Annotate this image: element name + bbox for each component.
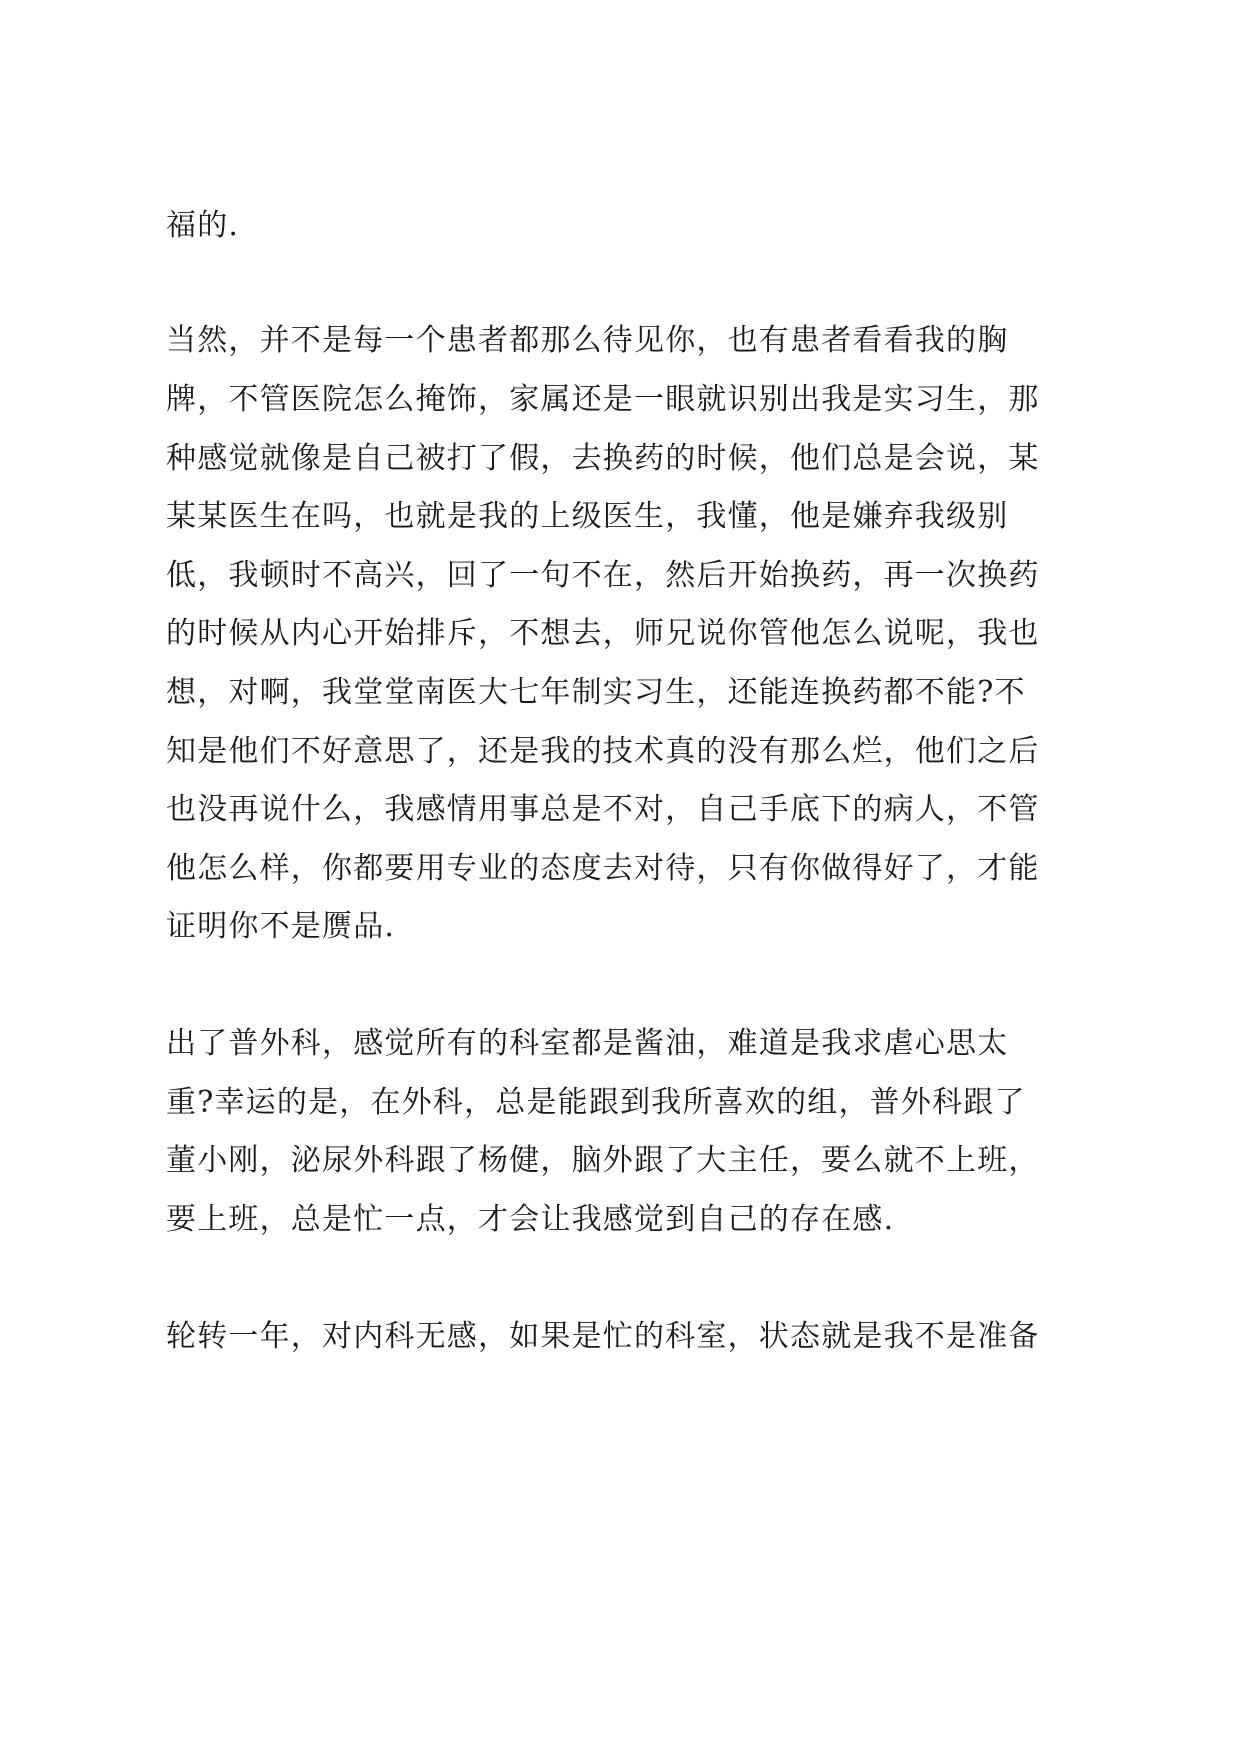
- paragraph-3-line-2: 重?幸运的是，在外科，总是能跟到我所喜欢的组，普外科跟了: [166, 1085, 1026, 1120]
- paragraph-2-line-4: 某某医生在吗，也就是我的上级医生，我懂，他是嫌弃我级别: [166, 499, 1009, 534]
- paragraph-2-line-1: 当然，并不是每一个患者都那么待见你，也有患者看看我的胸: [166, 323, 1009, 358]
- paragraph-1-line-1: 福的.: [166, 208, 240, 243]
- paragraph-2-line-3: 种感觉就像是自己被打了假，去换药的时候，他们总是会说，某: [166, 441, 1040, 476]
- paragraph-2-line-9: 也没再说什么，我感情用事总是不对，自己手底下的病人，不管: [166, 792, 1040, 827]
- paragraph-2-line-11: 证明你不是赝品.: [166, 909, 396, 944]
- paragraph-3-line-4: 要上班，总是忙一点，才会让我感觉到自己的存在感.: [166, 1202, 895, 1237]
- paragraph-4-line-1: 轮转一年，对内科无感，如果是忙的科室，状态就是我不是准备: [166, 1319, 1040, 1354]
- paragraph-2-line-5: 低，我顿时不高兴，回了一句不在，然后开始换药，再一次换药: [166, 558, 1040, 593]
- paragraph-2-line-2: 牌，不管医院怎么掩饰，家属还是一眼就识别出我是实习生，那: [166, 382, 1040, 417]
- paragraph-3-line-1: 出了普外科，感觉所有的科室都是酱油，难道是我求虐心思太: [166, 1026, 1009, 1061]
- paragraph-2-line-10: 他怎么样，你都要用专业的态度去对待，只有你做得好了，才能: [166, 851, 1040, 886]
- paragraph-2-line-7: 想，对啊，我堂堂南医大七年制实习生，还能连换药都不能?不: [166, 675, 1026, 710]
- paragraph-2-line-8: 知是他们不好意思了，还是我的技术真的没有那么烂，他们之后: [166, 734, 1040, 769]
- paragraph-3-line-3: 董小刚，泌尿外科跟了杨健，脑外跟了大主任，要么就不上班，: [166, 1143, 1040, 1178]
- paragraph-2-line-6: 的时候从内心开始排斥，不想去，师兄说你管他怎么说呢，我也: [166, 616, 1040, 651]
